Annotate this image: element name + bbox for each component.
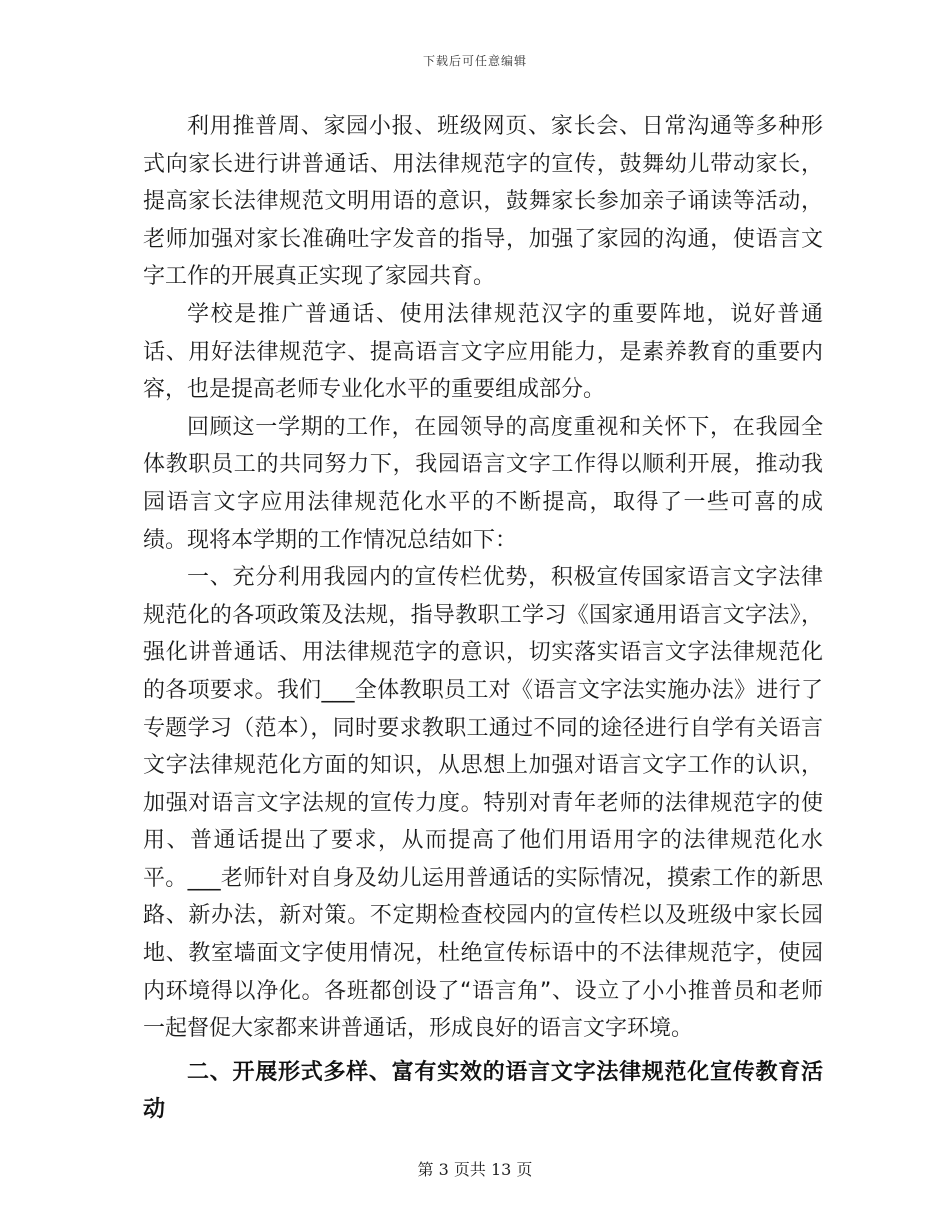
header-note: 下载后可任意编辑 <box>422 54 527 68</box>
paragraph-review: 回顾这一学期的工作，在园领导的高度重视和关怀下，在我园全体教职员工的共同努力下，我园语言文字工作得以顺利开展，推动我园语言文字应用法律规范化水平的不断提高，取得了一些可喜的成绩。现将本学期的工作情况总结如下： <box>143 414 823 553</box>
paragraph-section-one: 一、充分利用我园内的宣传栏优势，积极宣传国家语言文字法律规范化的各项政策及法规，指导教职工学习《国家通用语言文字法》，强化讲普通话、用法律规范字的意识，切实落实语言文字法律规范化的各项要求。我们___全体教职员工对《语言文字法实施办法》进行了专题学习（范本），同时要求教职工通过不同的途径进行自学有关语言文字法律规范化方面的知识，从思想上加强对语言文字工作的认识，加强对语言文字法规的宣传力度。特别对青年老师的法律规范字的使用、普通话提出了要求，从而提高了他们用语用字的法律规范化水平。___老师针对自身及幼儿运用普通话的实际情况，摸索工作的新思路、新办法，新对策。不定期检查校园内的宣传栏以及班级中家长园地、教室墙面文字使用情况，杜绝宣传标语中的不法律规范字，使园内环境得以净化。各班都创设了“语言角”、设立了小小推普员和老师一起督促大家都来讲普通话，形成良好的语言文字环境。 <box>143 565 823 1042</box>
paragraph-publicity: 利用推普周、家园小报、班级网页、家长会、日常沟通等多种形式向家长进行讲普通话、用法律规范字的宣传，鼓舞幼儿带动家长，提高家长法律规范文明用语的意识，鼓舞家长参加亲子诵读等活动，老师加强对家长准确吐字发音的指导，加强了家园的沟通，使语言文字工作的开展真正实现了家园共育。 <box>143 114 823 290</box>
paragraph-school-role: 学校是推广普通话、使用法律规范汉字的重要阵地，说好普通话、用好法律规范字、提高语言文字应用能力，是素养教育的重要内容，也是提高老师专业化水平的重要组成部分。 <box>143 301 823 403</box>
section-heading: 二、开展形式多样、富有实效的语言文字法律规范化宣传教育活动 <box>143 1059 823 1123</box>
page-number-footer: 第 3 页共 13 页 <box>417 1160 533 1179</box>
document-body <box>143 108 823 1129</box>
